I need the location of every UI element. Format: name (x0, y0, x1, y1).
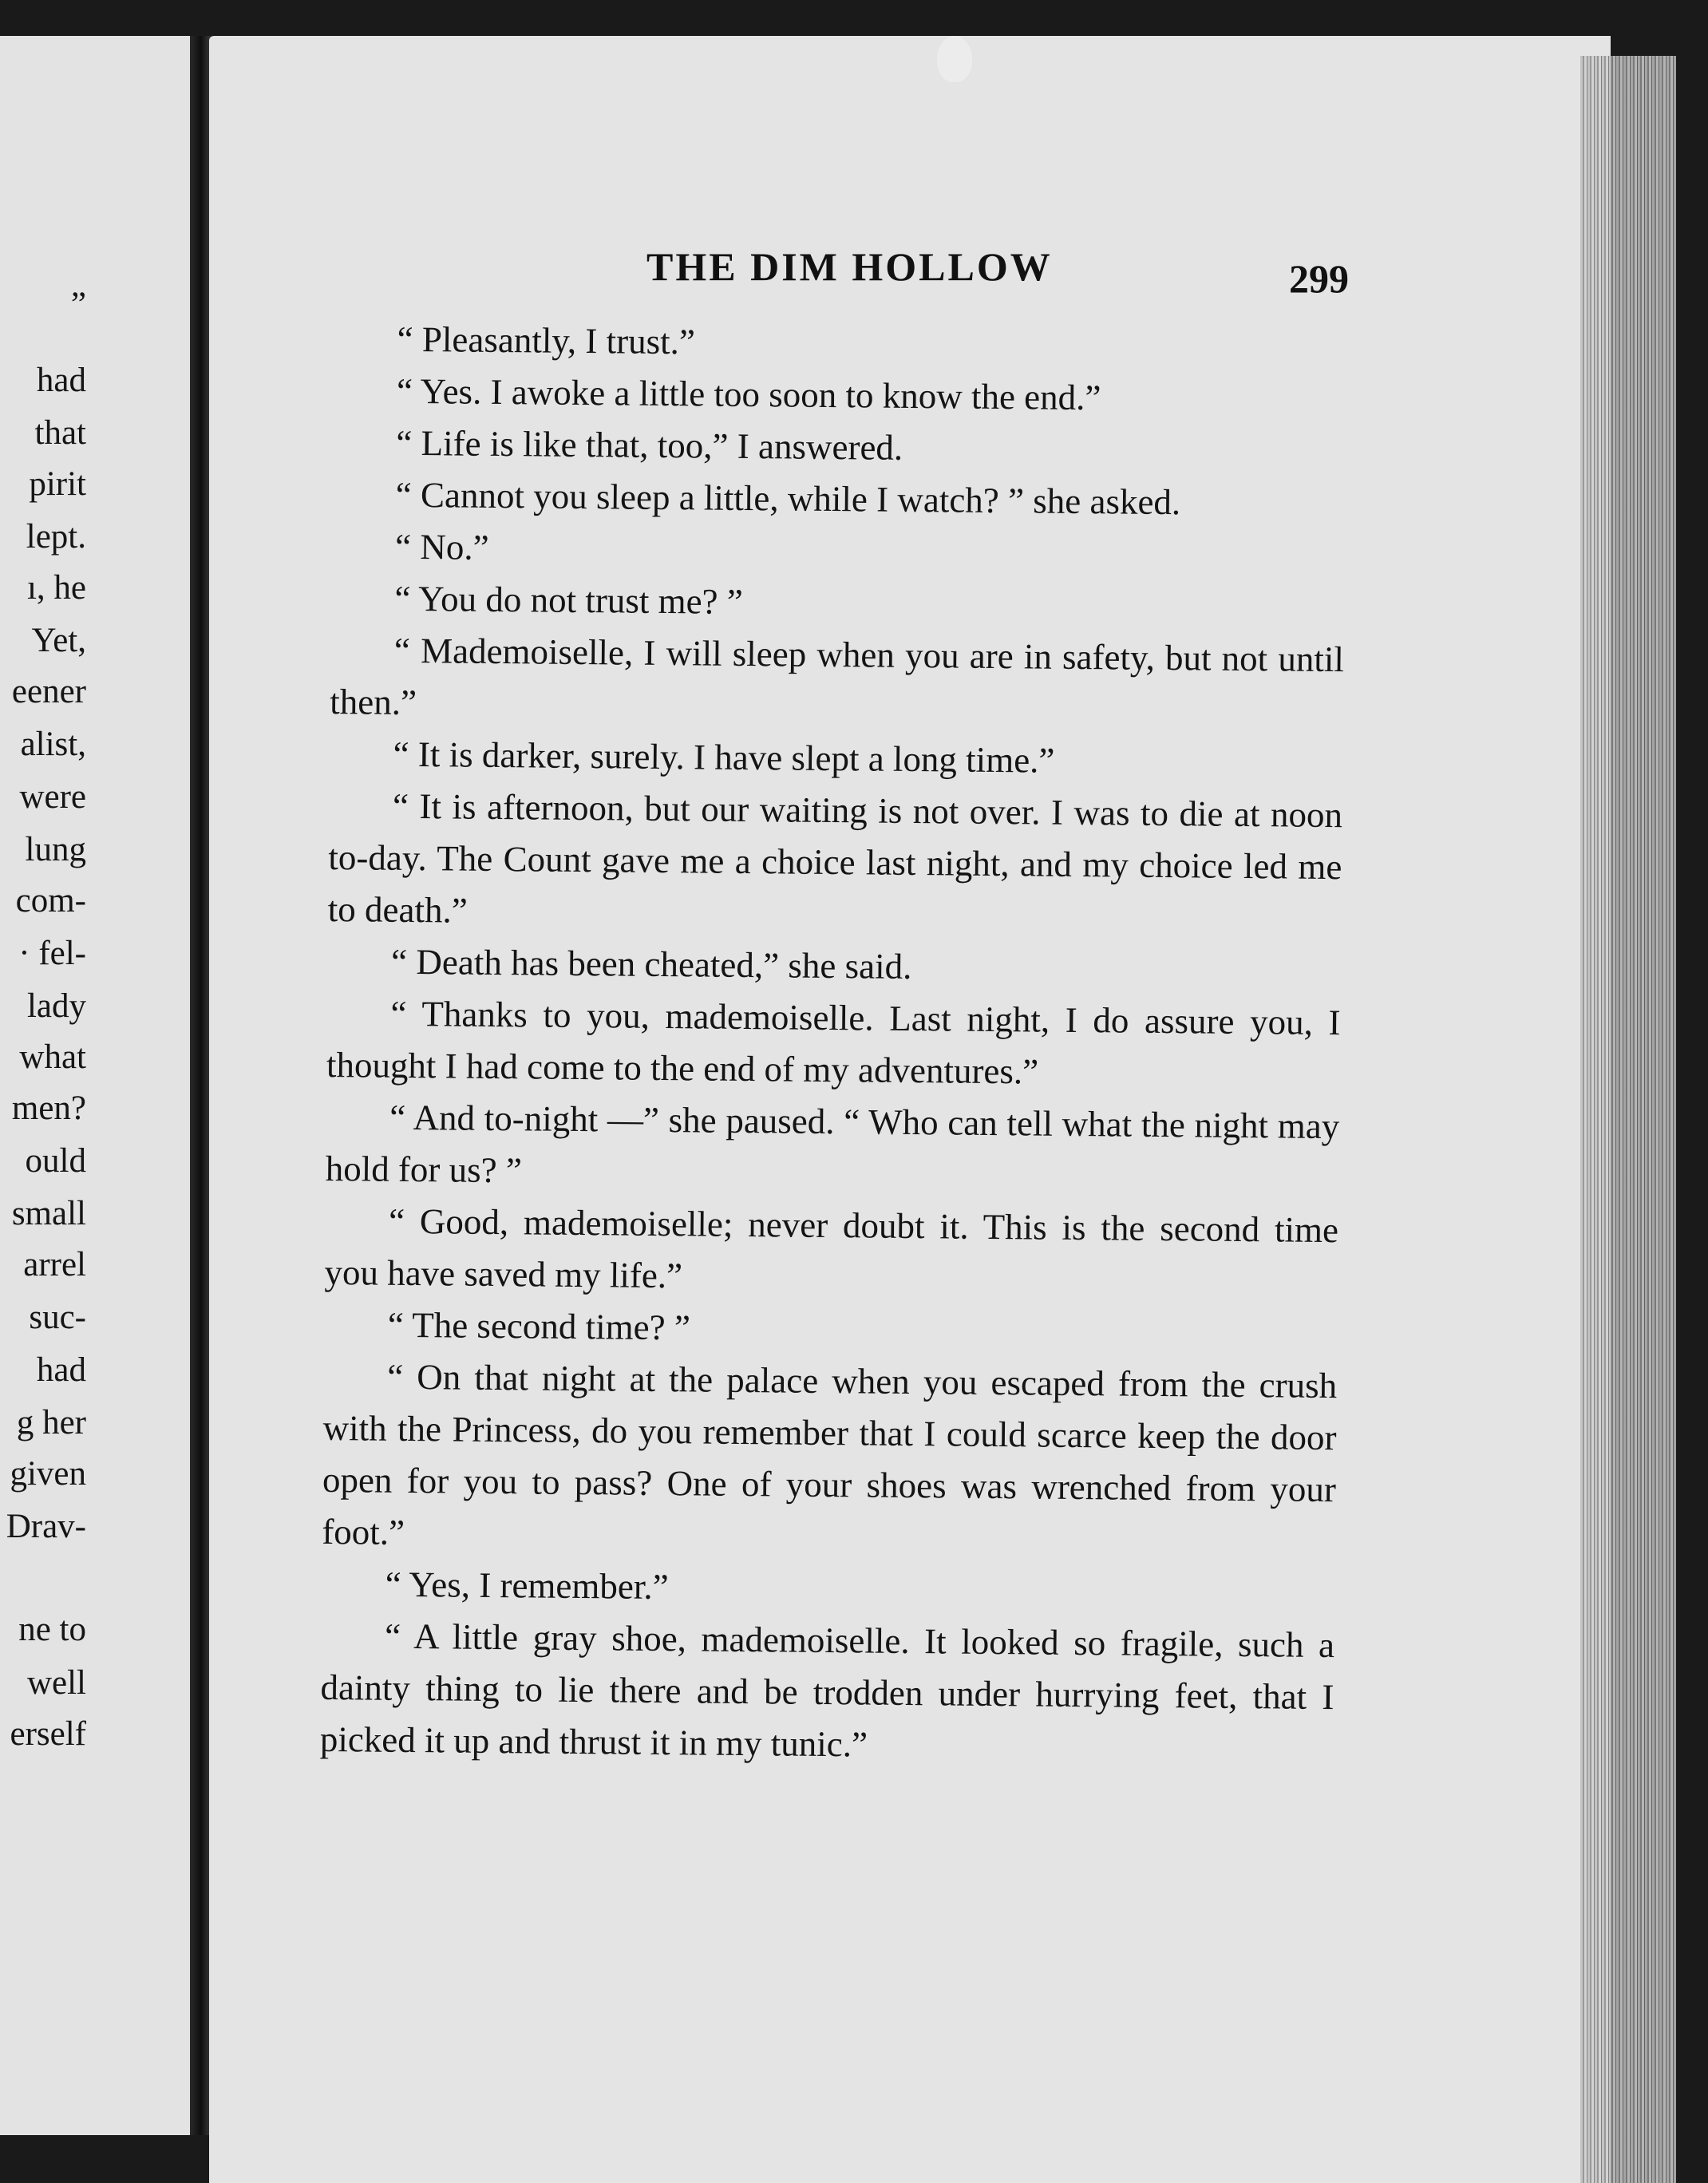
page-edges (1580, 56, 1676, 2183)
left-page-fragment: Drav- (6, 1508, 86, 1545)
paragraph: “ Yes, I remember.” (385, 1564, 669, 1608)
paragraph: “ Yes. I awoke a little too soon to know the end.” (396, 370, 1101, 418)
left-page-fragment: eener (11, 673, 86, 710)
paragraph: “ Death has been cheated,” she said. (390, 941, 912, 987)
paragraph: “ No.” (394, 526, 489, 568)
page-number: 299 (1289, 256, 1349, 301)
paragraph: “ It is afternoon, but our waiting is not over. I was to die at noon to-day. The Count gave me a choice last night, and my choice led me to death.” (327, 785, 1343, 931)
left-facing-page (0, 36, 190, 2135)
left-page-fragment: what (19, 1038, 86, 1076)
left-page-fragment: pirit (29, 465, 86, 503)
paragraph: “ Mademoiselle, I will sleep when you are in safety, but not until then.” (330, 630, 1345, 723)
left-page-fragment: suc- (29, 1299, 86, 1336)
left-page-fragment: alist, (20, 726, 86, 763)
left-page-fragment: Yet, (31, 622, 86, 659)
paragraph: “ It is darker, surely. I have slept a long time.” (393, 734, 1055, 781)
paragraph: “ Pleasantly, I trust.” (397, 318, 696, 362)
left-page-fragment: ould (25, 1142, 86, 1180)
paragraph: “ Thanks to you, mademoiselle. Last night, I do assure you, I thought I had come to the end of my adventures.” (326, 993, 1341, 1092)
left-page-fragment: well (26, 1664, 86, 1702)
left-page-fragment: had (36, 362, 86, 399)
left-page-fragment: men? (11, 1090, 86, 1127)
left-page-fragment: ” (70, 286, 86, 323)
paragraph: “ Cannot you sleep a little, while I watch? ” she asked. (395, 474, 1181, 523)
paragraph: “ Life is like that, too,” I answered. (396, 422, 903, 468)
body-text (320, 313, 1347, 1775)
paragraph: “ And to-night —” she paused. “ Who can tell what the night may hold for us? ” (325, 1097, 1340, 1191)
paragraph: “ You do not trust me? ” (394, 578, 744, 622)
left-page-fragment: small (11, 1195, 86, 1232)
left-page-fragment: lady (26, 987, 86, 1025)
left-page-fragment: arrel (23, 1246, 86, 1283)
paragraph: “ On that night at the palace when you escaped from the crush with the Princess, do you remember that I could scarce keep the door open for you to pass? One of your shoes was wrenched from your foot.” (322, 1356, 1338, 1552)
left-page-fragment: lung (25, 831, 86, 868)
left-page-fragment: g her (16, 1404, 86, 1441)
left-page-fragment: · fel- (18, 935, 86, 972)
binding-hole (937, 36, 972, 82)
paragraph: “ A little gray shoe, mademoiselle. It looked so fragile, such a dainty thing to lie there and be trodden under hurrying feet, that I picked it up and thrust it in my tunic.” (319, 1615, 1335, 1765)
left-page-fragment: ı, he (26, 569, 86, 607)
paragraph: “ Good, mademoiselle; never doubt it. This is the second time you have saved my life.” (324, 1200, 1339, 1296)
paragraph: “ The second time? ” (387, 1304, 691, 1348)
left-page-fragment: that (34, 414, 86, 452)
left-page-fragment: erself (10, 1715, 86, 1753)
left-page-fragment: had (36, 1351, 86, 1389)
page-header (559, 239, 1373, 303)
running-head: THE DIM HOLLOW (646, 244, 1053, 289)
left-page-fragment: lept. (26, 518, 86, 556)
left-page-fragment: were (19, 778, 86, 816)
left-page-fragment: ne to (18, 1611, 86, 1648)
left-page-fragment: given (10, 1455, 86, 1493)
left-page-fragment: com- (15, 882, 86, 919)
